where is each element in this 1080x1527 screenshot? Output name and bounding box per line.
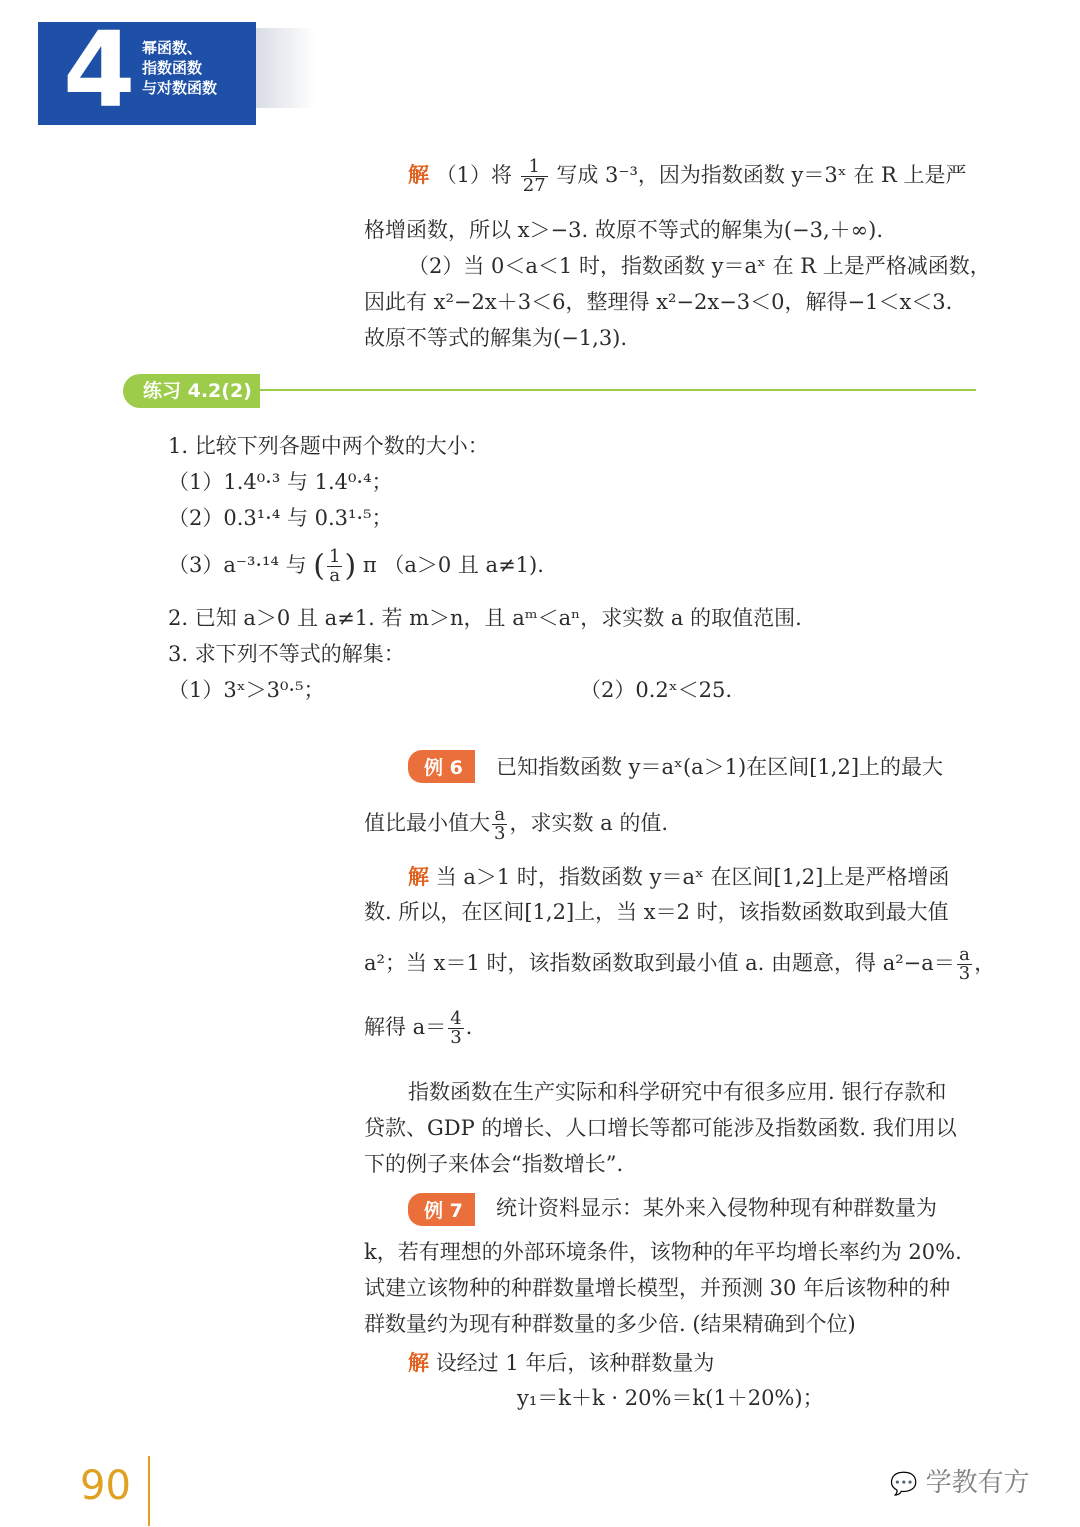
solution-line-2: 格增函数，所以 x＞−3. 故原不等式的解集为(−3,＋∞). xyxy=(364,218,884,242)
practice-q3: 3. 求下列不等式的解集： xyxy=(168,642,405,666)
practice-q1-3 xyxy=(168,548,544,585)
paren-open: ( xyxy=(313,548,325,584)
watermark xyxy=(890,1462,1030,1499)
frac-num: 1 xyxy=(521,158,548,177)
frac-den: 27 xyxy=(522,175,546,196)
chat-bubble-icon: 💬 xyxy=(890,1472,918,1497)
text: . xyxy=(465,1015,473,1039)
fraction xyxy=(448,1010,463,1047)
text: ， xyxy=(974,951,996,975)
example-7-line-4: 群数量约为现有种群数量的多少倍. (结果精确到个位) xyxy=(364,1312,856,1336)
fraction xyxy=(521,158,548,195)
frac-den: 3 xyxy=(450,1027,462,1048)
example-7-solution-2: y₁＝k＋k · 20%＝k(1＋20%)； xyxy=(517,1386,824,1410)
text: ，求实数 a 的值. xyxy=(509,811,668,835)
frac-den: 3 xyxy=(958,963,971,984)
frac-den: 3 xyxy=(494,823,506,844)
solution-line-3: （2）当 0＜a＜1 时，指数函数 y＝aˣ 在 R 上是严格减函数， xyxy=(408,254,991,278)
fraction xyxy=(957,946,972,983)
example-7-badge: 例 7 xyxy=(408,1193,475,1226)
text: 设经过 1 年后，该种群数量为 xyxy=(435,1351,715,1375)
chapter-number: 4 xyxy=(63,9,136,131)
page-number: 90 xyxy=(80,1463,131,1509)
text: π （a＞0 且 a≠1). xyxy=(362,553,544,577)
header-shade xyxy=(256,28,316,108)
practice-q1-2: （2）0.3¹·⁴ 与 0.3¹·⁵； xyxy=(168,506,393,530)
frac-num: 4 xyxy=(450,1008,462,1029)
example-6-solution-2: 数. 所以，在区间[1,2]上，当 x＝2 时，该指数函数取到最大值 xyxy=(364,900,949,924)
example-7-line-2: k，若有理想的外部环境条件，该物种的年平均增长率约为 20%. xyxy=(364,1240,962,1264)
text: 写成 3⁻³，因为指数函数 y＝3ˣ 在 R 上是严 xyxy=(556,163,967,187)
example-7-line-3: 试建立该物种的种群数量增长模型，并预测 30 年后该物种的种 xyxy=(364,1276,951,1300)
text: 解得 a＝ xyxy=(364,1015,447,1039)
practice-badge: 练习 4.2(2) xyxy=(123,374,260,408)
solution-line-4: 因此有 x²−2x＋3＜6，整理得 x²−2x−3＜0，解得−1＜x＜3. xyxy=(364,290,953,314)
text: （3）a⁻³·¹⁴ 与 xyxy=(168,553,307,577)
text: 值比最小值大 xyxy=(364,811,490,835)
example-6-line-2 xyxy=(364,806,668,843)
practice-q1-1: （1）1.4⁰·³ 与 1.4⁰·⁴； xyxy=(168,470,393,494)
frac-num: 1 xyxy=(328,546,341,567)
page-number-rule xyxy=(148,1456,150,1526)
text: （1）将 xyxy=(435,163,513,187)
text: a²；当 x＝1 时，该指数函数取到最小值 a. 由题意，得 a²−a＝ xyxy=(364,951,955,975)
text: 当 a＞1 时，指数函数 y＝aˣ 在区间[1,2]上是严格增函 xyxy=(435,865,950,889)
example-7-line-1: 统计资料显示：某外来入侵物种现有种群数量为 xyxy=(496,1196,937,1220)
intro-line-1: 指数函数在生产实际和科学研究中有很多应用. 银行存款和 xyxy=(408,1080,947,1104)
practice-q3-2: （2）0.2ˣ＜25. xyxy=(580,678,733,702)
paren-close: ) xyxy=(344,548,357,584)
practice-divider xyxy=(260,389,976,391)
solution-line-5: 故原不等式的解集为(−1,3). xyxy=(364,326,628,350)
watermark-text: 学教有方 xyxy=(925,1468,1030,1498)
example-7-solution-1 xyxy=(408,1350,714,1376)
practice-q1: 1. 比较下列各题中两个数的大小： xyxy=(168,434,489,458)
example-6-badge: 例 6 xyxy=(408,750,475,783)
frac-den: a xyxy=(329,565,341,586)
example-6-line-1: 已知指数函数 y＝aˣ(a＞1)在区间[1,2]上的最大 xyxy=(496,755,944,779)
solution-label: 解 xyxy=(408,1350,429,1375)
fraction xyxy=(327,548,342,585)
practice-q2: 2. 已知 a＞0 且 a≠1. 若 m＞n，且 aᵐ＜aⁿ，求实数 a 的取值范围. xyxy=(168,606,802,630)
frac-num: a xyxy=(957,946,972,965)
solution-label: 解 xyxy=(408,864,429,889)
example-6-solution-1 xyxy=(408,864,949,890)
chapter-title: 幂函数、 指数函数 与对数函数 xyxy=(142,39,218,97)
example-6-solution-4 xyxy=(364,1010,472,1047)
practice-q3-1: （1）3ˣ＞3⁰·⁵； xyxy=(168,678,325,702)
example-6-solution-3 xyxy=(364,946,995,983)
intro-line-3: 下的例子来体会“指数增长”. xyxy=(364,1152,624,1176)
solution-label: 解 xyxy=(408,162,429,187)
fraction xyxy=(492,806,507,843)
frac-num: a xyxy=(492,806,507,825)
intro-line-2: 贷款、GDP 的增长、人口增长等都可能涉及指数函数. 我们用以 xyxy=(364,1116,957,1140)
solution-line-1 xyxy=(408,158,967,195)
